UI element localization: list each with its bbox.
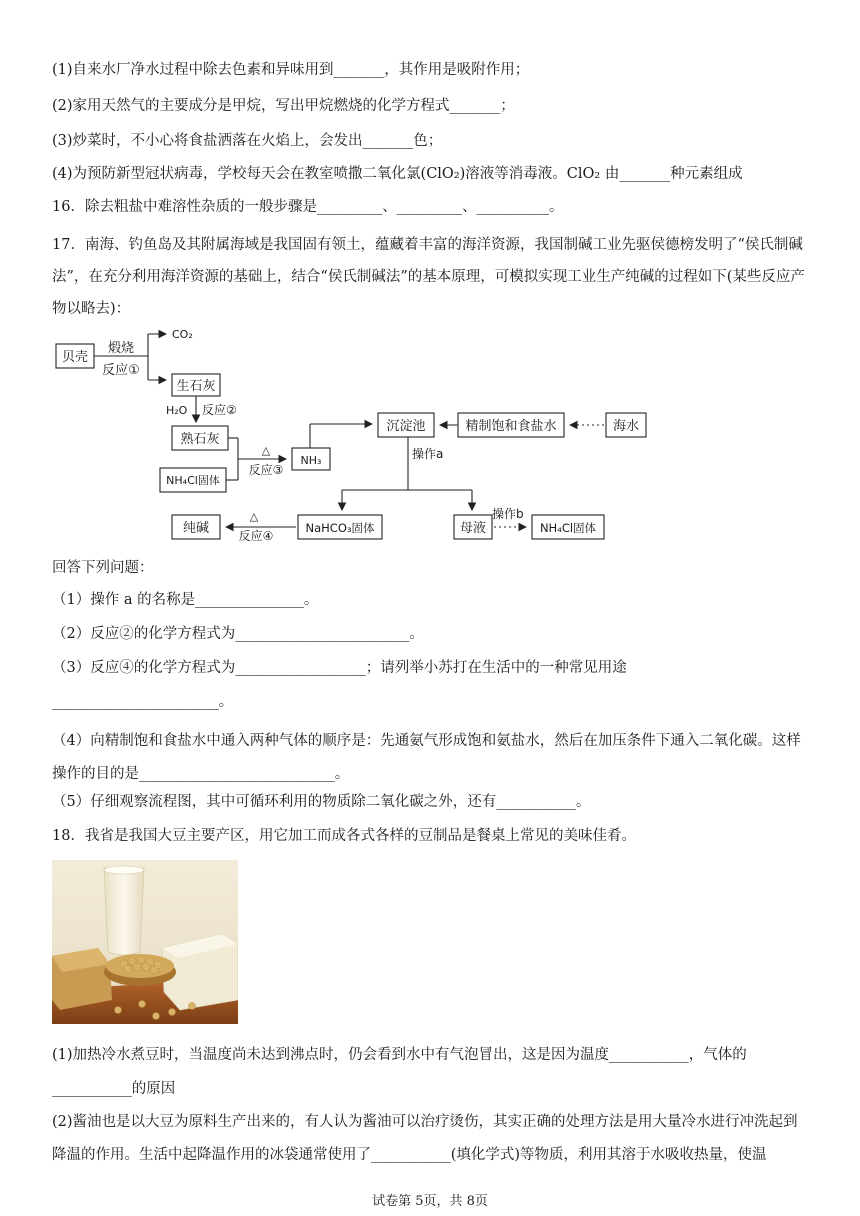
node-mother-liquor: 母液: [459, 521, 487, 536]
label-reaction4: 反应④: [238, 529, 274, 543]
label-operation-b: 操作b: [492, 507, 524, 521]
answer-prompt: 回答下列问题：: [52, 560, 154, 576]
q18-part2: (2)酱油也是以大豆为原料生产出来的，有人认为酱油可以治疗烫伤，其实正确的处理方法是用大量冷水进行冲洗起到降温的作用。生活中起降温作用的冰袋通常使用了___________(填化学式)等物质，利用其溶于水吸收热量，使温: [52, 1114, 798, 1163]
q18-part1: (1)加热冷水煮豆时，当温度尚未达到沸点时，仍会看到水中有气泡冒出，这是因为温度___________，气体的___________的原因: [52, 1047, 747, 1097]
page-footer: 试卷第 5页，共 8页: [372, 1194, 488, 1209]
q15-part1: (1)自来水厂净水过程中除去色素和异味用到_______，其作用是吸附作用；: [52, 62, 530, 78]
node-nh4cl-product: NH₄Cl固体: [539, 521, 597, 535]
node-seawater: 海水: [612, 419, 640, 434]
q16: 16．除去粗盐中难溶性杂质的一般步骤是_________、_________、__________。: [52, 199, 564, 215]
q17-part2: （2）反应②的化学方程式为________________________。: [52, 626, 424, 642]
q15-part2: (2)家用天然气的主要成分是甲烷，写出甲烷燃烧的化学方程式_______；: [52, 98, 515, 114]
q17-part3b: _______________________。: [52, 694, 234, 710]
q18-intro: 18．我省是我国大豆主要产区，用它加工而成各式各样的豆制品是餐桌上常见的美味佳肴。: [52, 828, 636, 844]
q15-part4: (4)为预防新型冠状病毒，学校每天会在教室喷撒二氧化氯(ClO₂)溶液等消毒液。ClO₂ 由_______种元素组成: [52, 166, 743, 182]
label-reaction3: 反应③: [248, 463, 284, 477]
node-brine: 精制饱和食盐水: [465, 419, 557, 434]
q17-intro: 17．南海、钓鱼岛及其附属海域是我国固有领土，蕴藏着丰富的海洋资源，我国制碱工业先驱侯德榜发明了“侯氏制碱法”，在充分利用海洋资源的基础上，结合“侯氏制碱法”的基本原理，可模拟实现工业生产纯碱的过程如下(某些反应产物以略去)：: [52, 237, 805, 317]
node-soda: 纯碱: [182, 521, 210, 536]
label-h2o: H₂O: [166, 404, 188, 417]
q17-part4: （4）向精制饱和食盐水中通入两种气体的顺序是：先通氨气形成饱和氨盐水，然后在加压条件下通入二氧化碳。这样操作的目的是___________________________。: [52, 733, 801, 782]
q15-part3: (3)炒菜时，不小心将食盐洒落在火焰上，会发出_______色；: [52, 133, 443, 149]
flow-diagram: [52, 322, 662, 550]
q17-part3a: （3）反应④的化学方程式为__________________；请列举小苏打在生活中的一种常见用途: [52, 660, 627, 676]
label-operation-a: 操作a: [412, 447, 444, 461]
label-calcine: 煅烧: [107, 341, 135, 356]
label-delta-3: △: [261, 444, 271, 457]
label-reaction2: 反应②: [202, 403, 237, 417]
node-sediment-tank: 沉淀池: [386, 419, 426, 434]
node-nh3: NH₃: [300, 454, 322, 467]
soybean-products-photo: [52, 860, 238, 1024]
q17-part5: （5）仔细观察流程图，其中可循环利用的物质除二氧化碳之外，还有___________。: [52, 794, 591, 810]
label-reaction1: 反应①: [102, 363, 140, 378]
q17-part1: （1）操作 a 的名称是_______________。: [52, 592, 319, 608]
label-delta-4: △: [249, 510, 259, 523]
node-nh4cl-reagent: NH₄Cl固体: [166, 474, 220, 487]
node-slaked-lime: 熟石灰: [180, 432, 220, 447]
node-quicklime: 生石灰: [176, 379, 216, 394]
node-shell: 贝壳: [61, 350, 89, 365]
node-nahco3: NaHCO₃固体: [305, 521, 375, 535]
node-co2: CO₂: [172, 328, 193, 341]
